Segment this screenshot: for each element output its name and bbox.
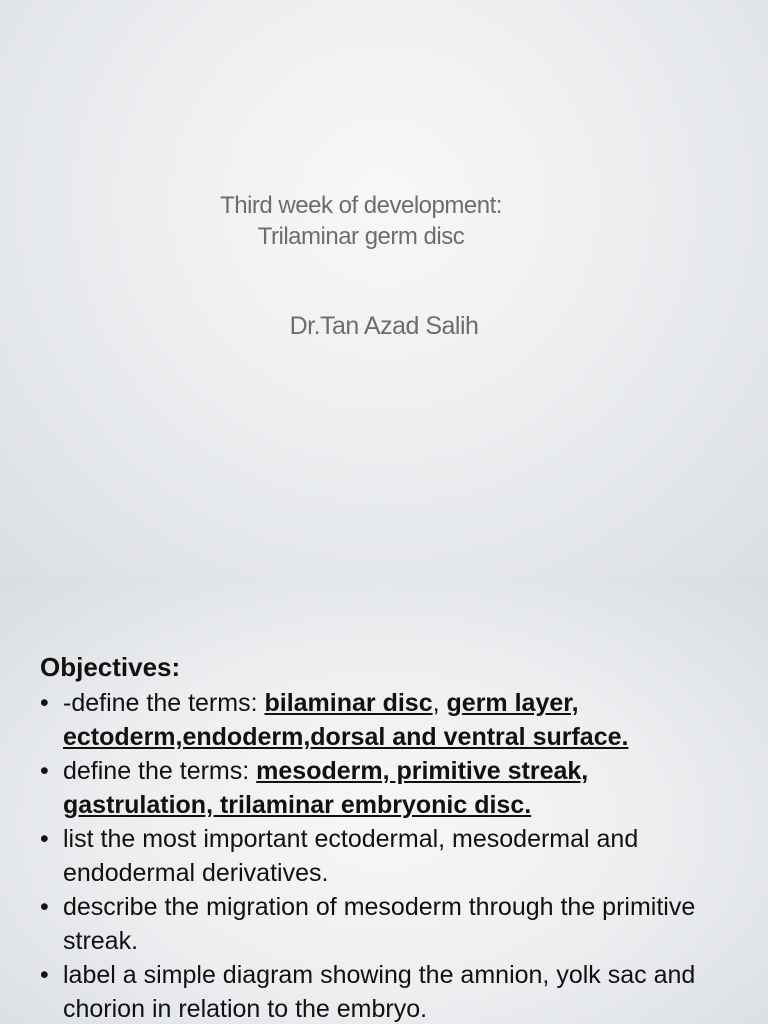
bullet-icon: •: [40, 825, 49, 853]
author-name: Dr.Tan Azad Salih: [289, 312, 479, 340]
term-separator: ,: [432, 689, 447, 717]
term-mesoderm: mesoderm, primitive streak, gastrulation, trilaminar embryonic disc.: [63, 757, 589, 819]
objectives-slide: [0, 576, 768, 1024]
list-item: [40, 958, 740, 1024]
bullet-icon: •: [40, 689, 49, 717]
list-item: [40, 754, 740, 822]
item-prefix: -define the terms:: [63, 689, 265, 717]
item-prefix: define the terms:: [63, 757, 257, 785]
term-bilaminar-disc: bilaminar disc: [264, 689, 433, 717]
list-item: [40, 822, 740, 890]
term-germ-layer: germ layer, ectoderm,endoderm,dorsal and ventral surface.: [63, 689, 629, 751]
title-line-2: Trilaminar germ disc: [257, 223, 465, 250]
bullet-icon: •: [40, 961, 49, 989]
item-text: label a simple diagram showing the amnion, yolk sac and chorion in relation to the embryo.: [63, 961, 696, 1023]
objectives-list: [40, 686, 740, 1024]
item-text: list the most important ectodermal, mesodermal and endodermal derivatives.: [63, 825, 639, 887]
title-line-1: Third week of development:: [220, 192, 502, 219]
list-item: [40, 890, 740, 958]
item-text: describe the migration of mesoderm through the primitive streak.: [63, 893, 696, 955]
slide-title: [0, 190, 722, 252]
bullet-icon: •: [40, 757, 49, 785]
bullet-icon: •: [40, 893, 49, 921]
objectives-heading: Objectives:: [40, 652, 181, 682]
list-item: [40, 686, 740, 754]
